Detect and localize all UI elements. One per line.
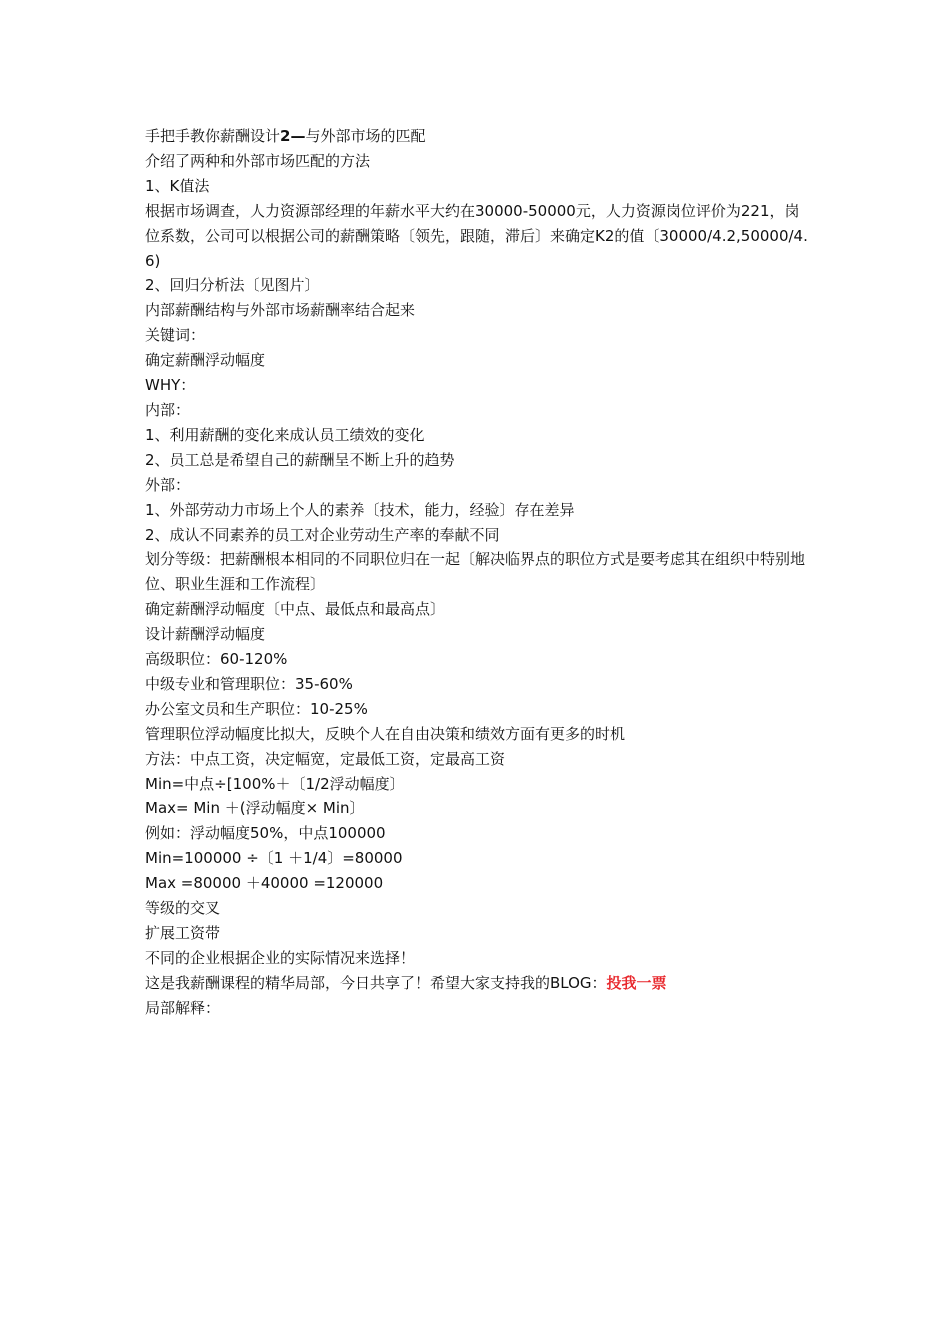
title-prefix: 手把手教你薪酬设计 xyxy=(145,127,281,145)
document-body xyxy=(145,124,810,1021)
text-line: 不同的企业根据企业的实际情况来选择！ xyxy=(145,948,416,967)
text-line: 1、利用薪酬的变化来成认员工绩效的变化 xyxy=(145,425,425,444)
text-line: Min=中点÷[100%＋〔1/2浮动幅度〕 xyxy=(145,774,405,793)
text-line: Min=100000 ÷〔1 ＋1/4〕=80000 xyxy=(145,849,403,868)
text-line: 根据市场调查，人力资源部经理的年薪水平大约在30000-50000元，人力资源岗位评价为221，岗位系数，公司可以根据公司的薪酬策略〔领先，跟随，滞后〕来确定K2的值〔30000/4.2,50000/4.6) xyxy=(145,201,808,270)
text-line: 例如：浮动幅度50%，中点100000 xyxy=(145,824,386,843)
text-line: 方法：中点工资，决定幅宽，定最低工资，定最高工资 xyxy=(145,749,506,768)
title-bold-number: 2— xyxy=(280,127,306,145)
content-lines xyxy=(145,149,810,971)
text-line: 1、外部劳动力市场上个人的素养〔技术，能力，经验〕存在差异 xyxy=(145,500,575,519)
text-line: 2、成认不同素养的员工对企业劳动生产率的奉献不同 xyxy=(145,525,500,544)
text-line: 2、员工总是希望自己的薪酬呈不断上升的趋势 xyxy=(145,450,455,469)
blog-line xyxy=(145,971,810,996)
text-line: 确定薪酬浮动幅度〔中点、最低点和最高点〕 xyxy=(145,600,446,619)
text-line: 中级专业和管理职位：35-60% xyxy=(145,674,353,693)
text-line: 关键词： xyxy=(145,326,206,345)
text-line: 介绍了两种和外部市场匹配的方法 xyxy=(145,151,371,170)
text-line: 内部： xyxy=(145,400,191,419)
text-line: 内部薪酬结构与外部市场薪酬率结合起来 xyxy=(145,301,416,320)
text-line: 外部： xyxy=(145,475,191,494)
title-suffix: 与外部市场的匹配 xyxy=(305,127,426,145)
text-line: Max =80000 ＋40000 =120000 xyxy=(145,874,384,893)
text-line: WHY： xyxy=(145,376,196,395)
text-line: 扩展工资带 xyxy=(145,924,221,942)
document-title xyxy=(145,124,810,149)
text-line: 划分等级：把薪酬根本相同的不同职位归在一起〔解决临界点的职位方式是要考虑其在组织中特别地位、职业生涯和工作流程〕 xyxy=(145,550,806,594)
text-line: 设计薪酬浮动幅度 xyxy=(145,625,266,644)
last-line: 局部解释： xyxy=(145,998,221,1017)
text-line: 2、回归分析法〔见图片〕 xyxy=(145,276,320,295)
text-line: 1、K值法 xyxy=(145,176,210,195)
text-line: 确定薪酬浮动幅度 xyxy=(145,351,266,370)
text-line: 高级职位：60-120% xyxy=(145,650,288,669)
blog-line-text: 这是我薪酬课程的精华局部，今日共享了！希望大家支持我的BLOG： xyxy=(145,973,607,992)
text-line: Max= Min ＋(浮动幅度× Min〕 xyxy=(145,799,365,818)
vote-link[interactable]: 投我一票 xyxy=(606,973,667,992)
text-line: 办公室文员和生产职位：10-25% xyxy=(145,699,368,718)
text-line: 等级的交叉 xyxy=(145,899,221,918)
text-line: 管理职位浮动幅度比拟大，反映个人在自由决策和绩效方面有更多的时机 xyxy=(145,724,626,743)
